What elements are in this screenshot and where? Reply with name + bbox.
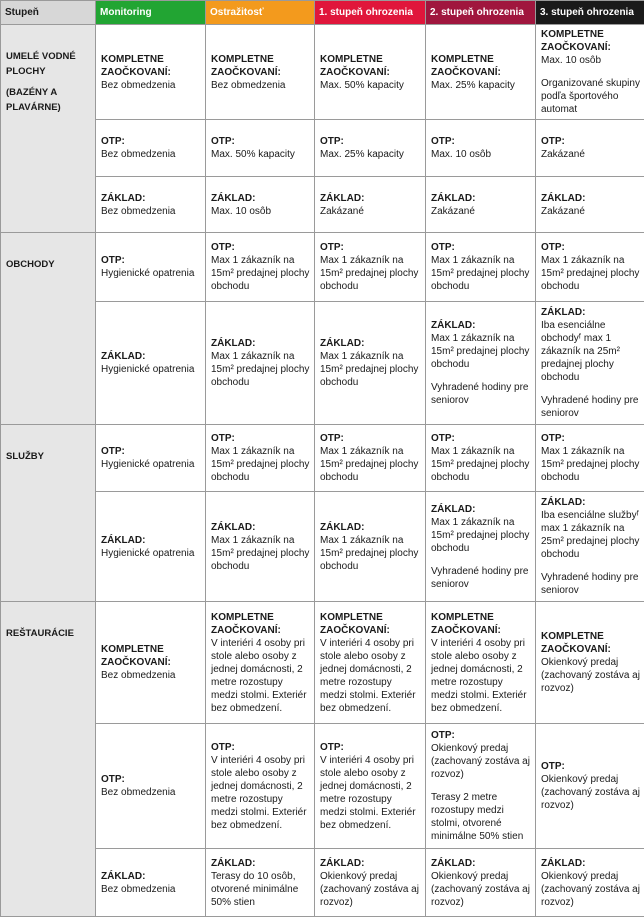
cell-text: Max 1 zákazník na 15m² predajnej plochy obchodu — [431, 516, 531, 555]
cell-text: Max 1 zákazník na 15m² predajnej plochy obchodu — [211, 350, 310, 389]
cell-label: ZÁKLAD: — [211, 521, 310, 534]
cell-text: Zakázané — [320, 205, 421, 218]
cell-label: KOMPLETNE ZAOČKOVANÍ: — [431, 53, 531, 79]
header-level-2: 2. stupeň ohrozenia — [426, 1, 536, 25]
cell-text: Okienkový predaj (zachovaný zostáva aj rozvoz) — [541, 773, 640, 812]
cell-text: Hygienické opatrenia — [101, 363, 201, 376]
table-cell — [315, 492, 426, 602]
cell-text: Max 1 zákazník na 15m² predajnej plochy obchodu — [320, 254, 421, 293]
category-restaurants — [1, 602, 96, 917]
cell-label: OTP: — [211, 741, 310, 754]
cell-text: Bez obmedzenia — [101, 786, 201, 799]
header-level-1: 1. stupeň ohrozenia — [315, 1, 426, 25]
cell-text: Iba esenciálne službyᶠ max 1 zákazník na 25m² predajnej plochy obchodu — [541, 509, 640, 561]
cell-text: Max 1 zákazník na 15m² predajnej plochy obchodu — [211, 254, 310, 293]
table-cell — [315, 25, 426, 120]
cell-text: Hygienické opatrenia — [101, 458, 201, 471]
table-cell — [426, 492, 536, 602]
table-cell — [206, 724, 315, 849]
cell-label: KOMPLETNE ZAOČKOVANÍ: — [320, 53, 421, 79]
cell-label: ZÁKLAD: — [211, 192, 310, 205]
cell-text: Max 1 zákazník na 15m² predajnej plochy obchodu — [211, 445, 310, 484]
cell-label: OTP: — [320, 432, 421, 445]
table-cell — [206, 849, 315, 917]
table-cell — [96, 849, 206, 917]
cell-label: KOMPLETNE ZAOČKOVANÍ: — [320, 611, 421, 637]
table-row — [1, 177, 644, 233]
cell-text: Zakázané — [431, 205, 531, 218]
cell-label: OTP: — [431, 241, 531, 254]
header-ostrazitost: Ostražitosť — [206, 1, 315, 25]
cell-label: OTP: — [211, 432, 310, 445]
table-cell — [426, 849, 536, 917]
cell-label: ZÁKLAD: — [211, 337, 310, 350]
cell-text-extra: Vyhradené hodiny pre seniorov — [431, 565, 531, 591]
table-cell — [536, 492, 644, 602]
table-cell — [206, 120, 315, 177]
table-cell — [315, 425, 426, 492]
table-cell — [426, 602, 536, 724]
table-row — [1, 233, 644, 302]
cell-label: KOMPLETNE ZAOČKOVANÍ: — [211, 611, 310, 637]
cell-text: Zakázané — [541, 148, 640, 161]
cell-text-extra: Vyhradené hodiny pre seniorov — [541, 571, 640, 597]
category-label: REŠTAURÁCIE — [6, 628, 74, 639]
cell-text: Zakázané — [541, 205, 640, 218]
cell-label: OTP: — [431, 135, 531, 148]
cell-label: OTP: — [101, 254, 201, 267]
cell-label: OTP: — [541, 760, 640, 773]
category-label: UMELÉ VODNÉ PLOCHY — [6, 51, 76, 77]
cell-text: Bez obmedzenia — [101, 148, 201, 161]
cell-label: ZÁKLAD: — [101, 534, 201, 547]
cell-label: KOMPLETNE ZAOČKOVANÍ: — [431, 611, 531, 637]
table-cell — [426, 25, 536, 120]
cell-label: ZÁKLAD: — [541, 857, 640, 870]
cell-label: OTP: — [101, 773, 201, 786]
cell-label: ZÁKLAD: — [101, 350, 201, 363]
cell-label: ZÁKLAD: — [541, 306, 640, 319]
table-cell — [96, 425, 206, 492]
category-shops — [1, 233, 96, 425]
cell-label: ZÁKLAD: — [431, 503, 531, 516]
cell-label: KOMPLETNE ZAOČKOVANÍ: — [541, 28, 640, 54]
cell-text: Max 1 zákazník na 15m² predajnej plochy obchodu — [431, 332, 531, 371]
cell-text-extra: Terasy 2 metre rozostupy medzi stolmi, otvorené minimálne 50% stien — [431, 791, 531, 843]
cell-label: OTP: — [101, 445, 201, 458]
cell-text: V interiéri 4 osoby pri stole alebo osoby z jednej domácnosti, 2 metre rozostupy medzi stolmi. Exteriér bez obmedzení. — [431, 637, 531, 715]
table-cell — [206, 233, 315, 302]
table-cell — [96, 233, 206, 302]
cell-label: OTP: — [101, 135, 201, 148]
table-cell — [315, 724, 426, 849]
cell-text: Max. 50% kapacity — [320, 79, 421, 92]
table-cell — [96, 492, 206, 602]
cell-text: Okienkový predaj (zachovaný zostáva aj rozvoz) — [541, 870, 640, 909]
cell-label: OTP: — [211, 241, 310, 254]
table-row — [1, 602, 644, 724]
table-cell — [536, 25, 644, 120]
cell-text: Okienkový predaj (zachovaný zostáva aj rozvoz) — [320, 870, 421, 909]
cell-label: OTP: — [211, 135, 310, 148]
table-cell — [426, 177, 536, 233]
cell-text-extra: Organizované skupiny podľa športového automat — [541, 77, 640, 116]
header-monitoring: Monitoring — [96, 1, 206, 25]
cell-label: OTP: — [320, 135, 421, 148]
cell-label: KOMPLETNE ZAOČKOVANÍ: — [101, 53, 201, 79]
cell-text: Bez obmedzenia — [101, 205, 201, 218]
cell-text: Bez obmedzenia — [101, 79, 201, 92]
cell-label: ZÁKLAD: — [320, 337, 421, 350]
cell-text: Max 1 zákazník na 15m² predajnej plochy obchodu — [320, 534, 421, 573]
table-cell — [426, 233, 536, 302]
table-cell — [206, 602, 315, 724]
cell-text-extra: Vyhradené hodiny pre seniorov — [431, 381, 531, 407]
table-cell — [315, 233, 426, 302]
table-cell — [96, 177, 206, 233]
cell-text: Max. 10 osôb — [211, 205, 310, 218]
cell-text: V interiéri 4 osoby pri stole alebo osoby z jednej domácnosti, 2 metre rozostupy medzi stolmi. Exteriér bez obmedzení. — [320, 637, 421, 715]
cell-label: ZÁKLAD: — [431, 192, 531, 205]
cell-text: V interiéri 4 osoby pri stole alebo osoby z jednej domácnosti, 2 metre rozostupy medzi stolmi. Exteriér bez obmedzení. — [211, 754, 310, 832]
cell-text: V interiéri 4 osoby pri stole alebo osoby z jednej domácnosti, 2 metre rozostupy medzi stolmi. Exteriér bez obmedzení. — [320, 754, 421, 832]
table-cell — [536, 177, 644, 233]
table-row — [1, 724, 644, 849]
cell-label: OTP: — [541, 135, 640, 148]
cell-text: Max. 10 osôb — [431, 148, 531, 161]
cell-label: ZÁKLAD: — [211, 857, 310, 870]
category-services — [1, 425, 96, 602]
cell-text: Bez obmedzenia — [211, 79, 310, 92]
table-cell — [536, 233, 644, 302]
table-row — [1, 492, 644, 602]
cell-text: Max 1 zákazník na 15m² predajnej plochy obchodu — [431, 254, 531, 293]
cell-label: KOMPLETNE ZAOČKOVANÍ: — [211, 53, 310, 79]
cell-label: OTP: — [541, 241, 640, 254]
category-label: SLUŽBY — [6, 451, 44, 462]
table-cell — [315, 602, 426, 724]
table-cell — [206, 177, 315, 233]
table-cell — [426, 302, 536, 425]
cell-label: OTP: — [431, 432, 531, 445]
table-row — [1, 25, 644, 120]
category-water-areas — [1, 25, 96, 233]
cell-label: ZÁKLAD: — [320, 857, 421, 870]
table-cell — [426, 724, 536, 849]
table-cell — [426, 425, 536, 492]
table-cell — [96, 302, 206, 425]
table-row — [1, 120, 644, 177]
cell-text: Max 1 zákazník na 15m² predajnej plochy obchodu — [211, 534, 310, 573]
cell-label: ZÁKLAD: — [431, 319, 531, 332]
header-level-3: 3. stupeň ohrozenia — [536, 1, 644, 25]
cell-text: Okienkový predaj (zachovaný zostáva aj rozvoz) — [431, 742, 531, 781]
cell-text: Max 1 zákazník na 15m² predajnej plochy obchodu — [541, 445, 640, 484]
table-cell — [315, 177, 426, 233]
table-row — [1, 849, 644, 917]
cell-text: Max. 25% kapacity — [431, 79, 531, 92]
table-row — [1, 425, 644, 492]
cell-label: ZÁKLAD: — [541, 192, 640, 205]
cell-text: Max. 25% kapacity — [320, 148, 421, 161]
cell-label: KOMPLETNE ZAOČKOVANÍ: — [101, 643, 201, 669]
cell-label: OTP: — [431, 729, 531, 742]
cell-text: Max 1 zákazník na 15m² predajnej plochy obchodu — [320, 350, 421, 389]
cell-label: OTP: — [541, 432, 640, 445]
table-cell — [315, 849, 426, 917]
cell-label: ZÁKLAD: — [101, 870, 201, 883]
table-cell — [206, 425, 315, 492]
cell-label: ZÁKLAD: — [320, 192, 421, 205]
table-cell — [96, 25, 206, 120]
header-stupen: Stupeň — [1, 1, 96, 25]
cell-text: Max 1 zákazník na 15m² predajnej plochy obchodu — [320, 445, 421, 484]
table-cell — [315, 302, 426, 425]
cell-text: Hygienické opatrenia — [101, 267, 201, 280]
table-cell — [315, 120, 426, 177]
table-cell — [536, 602, 644, 724]
cell-text: Hygienické opatrenia — [101, 547, 201, 560]
table-cell — [426, 120, 536, 177]
category-label: OBCHODY — [6, 259, 55, 270]
cell-text: Max 1 zákazník na 15m² predajnej plochy obchodu — [431, 445, 531, 484]
table-cell — [206, 492, 315, 602]
cell-label: ZÁKLAD: — [320, 521, 421, 534]
cell-text: Okienkový predaj (zachovaný zostáva aj rozvoz) — [541, 656, 640, 695]
table-row — [1, 302, 644, 425]
cell-text: Okienkový predaj (zachovaný zostáva aj rozvoz) — [431, 870, 531, 909]
cell-label: OTP: — [320, 241, 421, 254]
cell-label: ZÁKLAD: — [101, 192, 201, 205]
table-cell — [536, 849, 644, 917]
cell-text: V interiéri 4 osoby pri stole alebo osoby z jednej domácnosti, 2 metre rozostupy medzi stolmi. Exteriér bez obmedzení. — [211, 637, 310, 715]
table-cell — [536, 302, 644, 425]
table-cell — [206, 302, 315, 425]
cell-label: ZÁKLAD: — [541, 496, 640, 509]
cell-text: Max 1 zákazník na 15m² predajnej plochy obchodu — [541, 254, 640, 293]
cell-text: Iba esenciálne obchodyᶠ max 1 zákazník na 25m² predajnej plochy obchodu — [541, 319, 640, 384]
table-cell — [536, 120, 644, 177]
table-cell — [206, 25, 315, 120]
table-cell — [96, 602, 206, 724]
table-cell — [536, 425, 644, 492]
header-row — [1, 1, 644, 25]
cell-label: ZÁKLAD: — [431, 857, 531, 870]
cell-text: Max. 10 osôb — [541, 54, 640, 67]
cell-text: Terasy do 10 osôb, otvorené minimálne 50% stien — [211, 870, 310, 909]
cell-text: Max. 50% kapacity — [211, 148, 310, 161]
cell-text-extra: Vyhradené hodiny pre seniorov — [541, 394, 640, 420]
category-sublabel: (BAZÉNY A PLAVÁRNE) — [6, 85, 91, 115]
table-cell — [96, 120, 206, 177]
table-cell — [96, 724, 206, 849]
cell-label: KOMPLETNE ZAOČKOVANÍ: — [541, 630, 640, 656]
cell-text: Bez obmedzenia — [101, 669, 201, 682]
table-cell — [536, 724, 644, 849]
cell-text: Bez obmedzenia — [101, 883, 201, 896]
cell-label: OTP: — [320, 741, 421, 754]
